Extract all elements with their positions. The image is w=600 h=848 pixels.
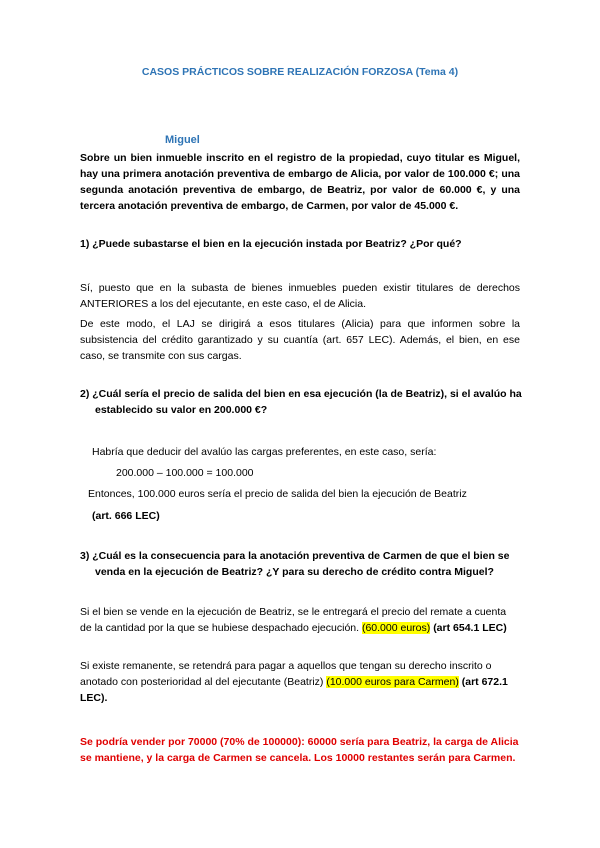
q1-answer-2: De este modo, el LAJ se dirigirá a esos titulares (Alicia) para que informen sobre la subsistencia del crédito garantizado y su cuantía (art. 657 LEC). Además, el bien, en ese caso, se transmite con sus cargas. xyxy=(80,318,520,362)
q3-answer-2 xyxy=(80,658,520,706)
case-statement: Sobre un bien inmueble inscrito en el registro de la propiedad, cuyo titular es Miguel, hay una primera anotación preventiva de embargo de Alicia, por valor de 100.000 €; una segunda anotación preventiva de embargo, de Beatriz, por valor de 60.000 €, y una tercera anotación preventiva de embargo, de Carmen, por valor de 45.000 €. xyxy=(80,152,520,212)
q3-answer-2-line-1: Si existe remanente, se retendrá para pagar a aquellos que tengan su derecho inscrito o xyxy=(80,660,492,672)
question-3-line-2: venda en la ejecución de Beatriz? ¿Y para su derecho de crédito contra Miguel? xyxy=(95,566,494,578)
q3-answer-2-highlight: (10.000 euros para Carmen) xyxy=(326,676,459,688)
solution-note-line-2: se mantiene, y la carga de Carmen se cancela. Los 10000 restantes serán para Carmen. xyxy=(80,752,516,764)
q3-answer-1 xyxy=(80,604,520,636)
question-3-line-1: 3) ¿Cuál es la consecuencia para la anotación preventiva de Carmen de que el bien se xyxy=(80,550,510,562)
question-2-line-1: 2) ¿Cuál sería el precio de salida del bien en esa ejecución (la de Beatriz), si el avalúo ha xyxy=(80,388,522,400)
question-2-line-2: establecido su valor en 200.000 €? xyxy=(95,404,268,416)
q3-answer-1-reference: (art 654.1 LEC) xyxy=(433,622,507,634)
q3-answer-2-line-2: anotado con posterioridad al del ejecutante (Beatriz) xyxy=(80,676,324,688)
q2-reference: (art. 666 LEC) xyxy=(92,510,160,522)
q3-answer-1-text: Si el bien se vende en la ejecución de Beatriz, se le entregará el precio del remate a cuenta de la cantidad por la que se hubiese despachado ejecución. xyxy=(80,606,507,634)
q2-answer-1: Habría que deducir del avalúo las cargas preferentes, en este caso, sería: xyxy=(92,446,437,458)
q2-answer-2: Entonces, 100.000 euros sería el precio de salida del bien la ejecución de Beatriz xyxy=(88,488,467,500)
q3-answer-2-reference: (art 672.1 LEC). xyxy=(80,676,508,704)
q2-calculation: 200.000 – 100.000 = 100.000 xyxy=(116,467,254,479)
page-title: CASOS PRÁCTICOS SOBRE REALIZACIÓN FORZOSA (Tema 4) xyxy=(141,66,459,78)
q3-answer-1-highlight: (60.000 euros) xyxy=(361,622,431,634)
q1-answer-1: Sí, puesto que en la subasta de bienes inmuebles pueden existir titulares de derechos ANTERIORES a los del ejecutante, en este caso, el de Alicia. xyxy=(80,282,520,310)
question-1: 1) ¿Puede subastarse el bien en la ejecución instada por Beatriz? ¿Por qué? xyxy=(80,238,462,250)
solution-note-line-1: Se podría vender por 70000 (70% de 100000): 60000 sería para Beatriz, la carga de Alicia xyxy=(80,736,519,748)
student-name: Miguel xyxy=(165,134,200,146)
